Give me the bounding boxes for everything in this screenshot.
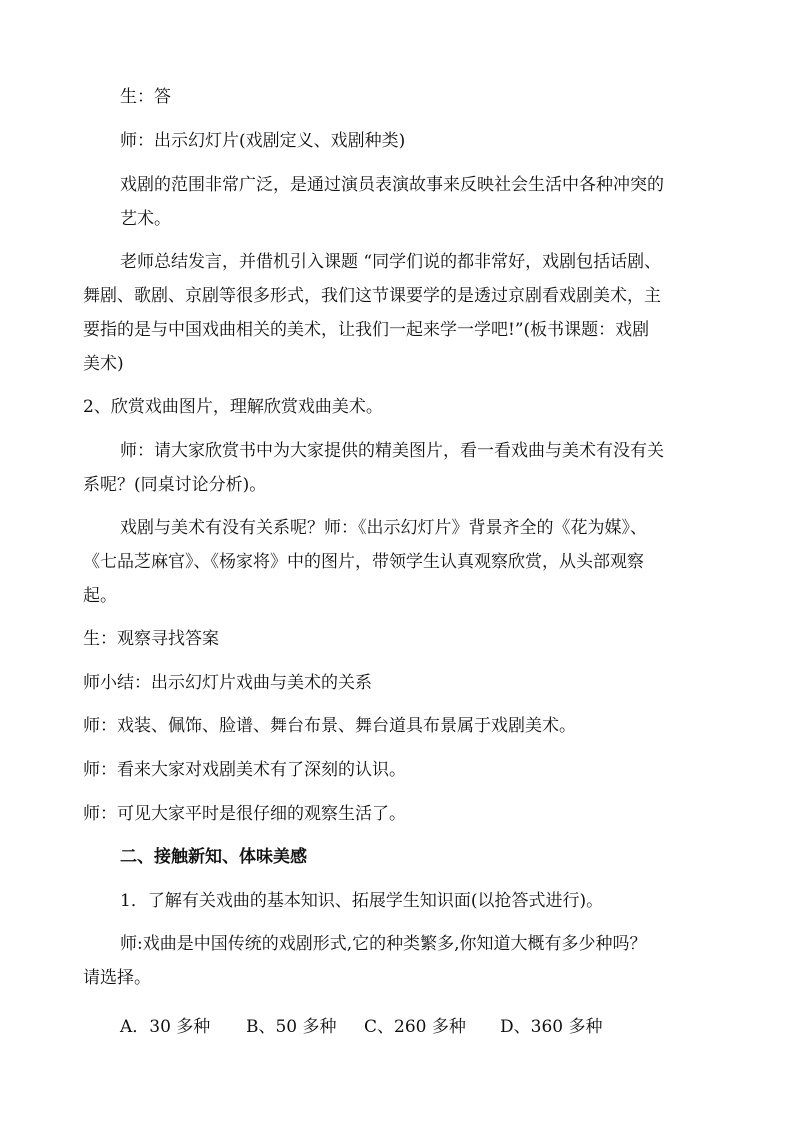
paragraph-line: 1．了解有关戏曲的基本知识、拓展学生知识面(以抢答式进行)。 (120, 891, 604, 911)
paragraph-line: 师:戏曲是中国传统的戏剧形式,它的种类繁多,你知道大概有多少种吗？ (120, 934, 647, 954)
paragraph-line: 舞剧、歌剧、京剧等很多形式，我们这节课要学的是透过京剧看戏剧美术，主 (83, 286, 661, 306)
paragraph-line: 美术) (83, 354, 124, 374)
paragraph-line: 《七品芝麻官》、《杨家将》中的图片，带领学生认真观察欣赏，从头部观察 (83, 552, 644, 572)
option-b: B、50 多种 (246, 1017, 337, 1037)
option-c: C、260 多种 (364, 1017, 466, 1037)
paragraph-line: 生：答 (120, 87, 171, 107)
option-a: A．30 多种 (120, 1017, 211, 1037)
paragraph-line: 师小结：出示幻灯片戏曲与美术的关系 (83, 673, 372, 693)
answer-options (120, 1016, 602, 1038)
paragraph-line: 要指的是与中国戏曲相关的美术，让我们一起来学一学吧!”(板书课题：戏剧 (83, 320, 650, 340)
paragraph-line: 师：看来大家对戏剧美术有了深刻的认识。 (83, 760, 406, 780)
paragraph-line: 老师总结发言，并借机引入课题 “同学们说的都非常好，戏剧包括话剧、 (120, 252, 662, 272)
paragraph-line: 师：请大家欣赏书中为大家提供的精美图片，看一看戏曲与美术有没有关 (120, 441, 664, 461)
option-d: D、360 多种 (500, 1017, 603, 1037)
paragraph-line: 戏剧与美术有没有关系呢？师：《出示幻灯片》背景齐全的《花为媒》、 (120, 518, 647, 538)
section-heading: 2、欣赏戏曲图片，理解欣赏戏曲美术。 (83, 397, 383, 417)
paragraph-line: 师：出示幻灯片(戏剧定义、戏剧种类) (120, 131, 406, 151)
paragraph-line: 师：戏装、佩饰、脸谱、舞台布景、舞台道具布景属于戏剧美术。 (83, 716, 576, 736)
paragraph-line: 师：可见大家平时是很仔细的观察生活了。 (83, 804, 406, 824)
paragraph-line: 艺术。 (120, 209, 171, 229)
section-heading: 二、接触新知、体味美感 (120, 847, 307, 867)
paragraph-line: 生：观察寻找答案 (83, 629, 219, 649)
paragraph-line: 请选择。 (83, 968, 151, 988)
paragraph-line: 戏剧的范围非常广泛，是通过演员表演故事来反映社会生活中各种冲突的 (120, 175, 664, 195)
paragraph-line: 系呢？(同桌讨论分析)。 (83, 475, 267, 495)
paragraph-line: 起。 (83, 586, 117, 606)
